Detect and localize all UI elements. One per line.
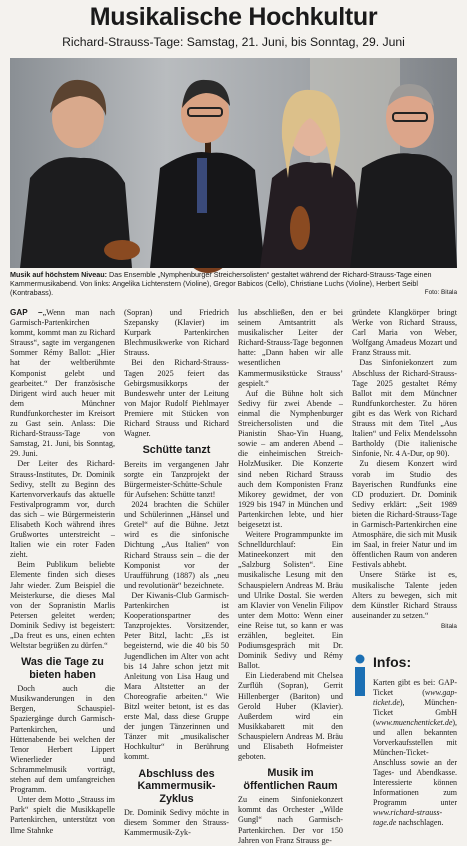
subheading: Was die Tage zu bieten haben: [21, 656, 104, 681]
article-paragraph: lus abschließen, den er bei seinem Amtsantritt als musikalischer Leiter der Richard-Strauss-Tage begonnen hatte: „Dann haben wir alle wesentlichen Kammermusikstücke Strauss’ gespielt.“: [238, 308, 343, 388]
article-paragraph: Unsere Stärke ist es, musikalische Talente jeden Alters zu bewegen, sich mit dem Künstler Richard Strauss auseinander zu setzen.“: [352, 570, 457, 620]
article-paragraph: Beim Publikum beliebte Elemente finden sich dieses Jahr wieder. Zum Beispiel die Meisterkurse, die dieses Mal von der Sopranistin Marlis Petersen geleitet werden; Dominik Sedivy ist begeistert: „Da freut es uns, einen echten Weltstar begrüßen zu dürfen.“: [10, 560, 115, 651]
article-paragraph: gründete Klangkörper bringt Werke von Richard Strauss, Carl Maria von Weber, Wolfgang Amadeus Mozart und Franz Strauss mit.: [352, 308, 457, 358]
article-paragraph: Der Kiwanis-Club Garmisch-Partenkirchen ist Kooperationspartner des Tanzprojektes. Vorsitzender, Peter Bitzl, lacht: „Es ist begeisternd, wie die 40 bis 50 Jugendlichen im Alter von acht bis 14 Jahre schon jetzt mit Anleitung von Lisa Haug und Mara Altstetter an der Choreografie arbeiten.“ Wie Bitzl weiter betont, ist es das erste Mal, dass diese Gruppe der jungen Tänzerinnen und Tänzer mit „musikalischer Hochkultur“ in Berührung kommt.: [124, 590, 229, 762]
info-icon: [352, 654, 368, 696]
article-paragraph: Bereits im vergangenen Jahr sorgte ein Tanzprojekt der Bürgermeister-Schütte-Schule für Aufsehen: Schütte tanzt!: [124, 459, 229, 499]
subheading: Schütte tanzt: [142, 444, 211, 457]
dateline: GAP –: [10, 308, 43, 317]
article-paragraph: Zu einem Sinfoniekonzert kommt das Orchester „Wilde Gungl“ nach Garmisch-Partenkirchen. Der vor 150 Jahren von Franz Strauss ge-: [238, 795, 343, 845]
article-paragraph: (Sopran) und Friedrich Szepansky (Klavier) im Kurpark Partenkirchen Blechmusikwerke von Richard Strauss.: [124, 308, 229, 358]
article-paragraph: 2024 brachten die Schüler und Schülerinnen „Hänsel und Gretel“ auf die Bühne. Jetzt wird es die sinfonische Dichtung „Aus Italien“ von Richard Strauss sein – die der Komponist vor der Uraufführung (1887) als „neu und revolutionär“ bezeichnete.: [124, 500, 229, 590]
article-paragraph: Doch auch die Musikwanderungen in den Bergen, Schauspiel-Spaziergänge durch Garmisch-Partenkirchen, und Hüttenabende bei welchen der Tenor Herbert Lippert Wienerlieder und Schrammelmusik vorträgt, stehen auf dem umfangreichen Programm.: [10, 684, 115, 795]
subheading: Abschluss des Kammermusik-Zyklus: [137, 767, 216, 805]
link-richard-strauss-tage[interactable]: www.richard-strauss-tage.de: [373, 808, 443, 827]
article-paragraph: Das Sinfoniekonzert zum Abschluss der Richard-Strauss-Tage 2025 gestaltet Rémy Ballot mit dem Münchner Rundfunkorchester. Zu hören gibt es das Werk von Richard Strauss mit dem Titel „Aus Italien“ und Felix Mendelssohn Bartholdy (Die italienische Sinfonie, Nr. 4 A-Dur, op 90).: [352, 358, 457, 459]
info-box: [352, 648, 458, 827]
link-muenchenticket[interactable]: www.muenchenticket.de: [375, 718, 453, 727]
article-paragraph: Dr. Dominik Sedivy möchte in diesem Sommer den Strauss-Kammermusik-Zyk-: [124, 808, 229, 838]
photo-credit: Foto: Bitala: [424, 289, 457, 296]
article-column-1: [10, 308, 115, 836]
info-heading: Infos:: [373, 654, 412, 670]
info-text: Karten gibt es bei: GAP-Ticket (www.gap-ticket.de), München-Ticket GmbH (www.muenchenticket.de), und allen bekannten Vorverkaufsstellen mit München-Ticket-Anschluss sowie an der Tages- und Abendkasse. Interessierte können Informationen zum Programm unter www.richard-strauss-tage.de nachschlagen.: [373, 678, 458, 827]
article-paragraph: Ein Liederabend mit Chelsea Zurflüh (Sopran), Gerrit Hillenberger (Bariton) und Gerold Huber (Klavier). Außerdem wird ein Musikkabarett mit den Schauspielern Andreas M. Bräu und Elisabeth Hofmeister geboten.: [238, 671, 343, 762]
article-paragraph: Zu diesem Konzert wird vorab im Studio des Bayerischen Rundfunks eine CD produziert. Dr. Dominik Sedivy erklärt: „Seit 1989 bieten die Richard-Strauss-Tage in Garmisch-Partenkirchen eine Atmosphäre, die sich mit Musik im Saal, in freier Natur und im öffentlichen Raum von anderen Festivals abhebt.: [352, 459, 457, 570]
article-column-4: [352, 308, 457, 632]
link-gap-ticket[interactable]: www.gap-ticket.de: [373, 688, 457, 707]
article-column-3: [238, 308, 343, 846]
article-paragraph: Unter dem Motto „Strauss im Park“ spielt die Musikkapelle Partenkirchen, unterstützt von Ilme Stahnke: [10, 795, 115, 835]
author-signature: Bitala: [441, 622, 457, 630]
article-paragraph: Weitere Programmpunkte im Schnelldurchlauf: Ein Matineekonzert mit den „Salzburg Solisten“. Eine musikalische Lesung mit den Schauspielern Andreas M. Bräu und Ulrike Dostal. Sie werden am Klavier von Venelin Filipov unter dem Motto: Wenn einer eine Reise tut, so kann er was erzählen, begleitet. Ein Podiumsgespräch mit Dr. Dominik Sedivy und Rémy Ballot.: [238, 530, 343, 671]
photo-caption: Musik auf höchstem Niveau: Das Ensemble „Nymphenburger Streichersolisten“ gestaltet während der Richard-Strauss-Tage einen Kammermusikabend. Von links: Angelika Lichtenstern (Violine), Gregor Babicos (Cello), Christiane Luchs (Violine), Herbert Seibl (Kontrabass).: [10, 270, 432, 298]
subheadline: Richard-Strauss-Tage: Samstag, 21. Juni, bis Sonntag, 29. Juni: [62, 35, 405, 49]
ensemble-photo: [10, 58, 457, 268]
article-paragraph: Bei den Richard-Strauss-Tagen 2025 feiert das Gebirgsmusikkorps der Bundeswehr unter der Leitung von Major Rudolf Piehlmayer Premiere mit Stücken von Richard Strauss und Richard Wagner.: [124, 358, 229, 439]
article-column-2: [124, 308, 229, 838]
article-paragraph: GAP –„Wenn man nach Garmisch-Partenkirchen kommt, kommt man zu Richard Strauss“, sagte im vergangenen Sommer Rémy Ballot: „Hier hat der weltberühmte Komponist gelebt und gearbeitet.“ Der französische Dirigent wird auch heuer mit dem Münchner Rundfunkorchester im Kreisort zu Gast sein. Anlass: Die Richard-Strauss-Tage von Samstag, 21. Juni, bis Sonntag, 29. Juni.: [10, 308, 115, 459]
article-paragraph: Auf die Bühne holt sich Sedivy für zwei Abende – einmal die Nymphenburger Streichersolisten und die Pianistin Shao-Yin Huang, sowie – am anderen Abend – die einheimischen Streich-HolzMusiker. Die Konzerte sind neben Richard Strauss auch dem Komponisten Franz Mikorey gewidmet, der von 1929 bis 1947 in München und Partenkirchen lebte, und hier beigesetzt ist.: [238, 388, 343, 529]
article-paragraph: Der Leiter des Richard-Strauss-Institutes, Dr. Dominik Sedivy, stellt zu Beginn des Kartenvorverkaufs das aktuelle Festivalprogramm vor, durch das sich – wie Bürgermeisterin Elisabeth Koch während ihres Grußwortes unterstreicht – Italien wie ein roter Faden zieht.: [10, 459, 115, 560]
subheading: Musik im öffentlichen Raum: [243, 767, 338, 792]
headline: Musikalische Hochkultur: [89, 3, 378, 31]
